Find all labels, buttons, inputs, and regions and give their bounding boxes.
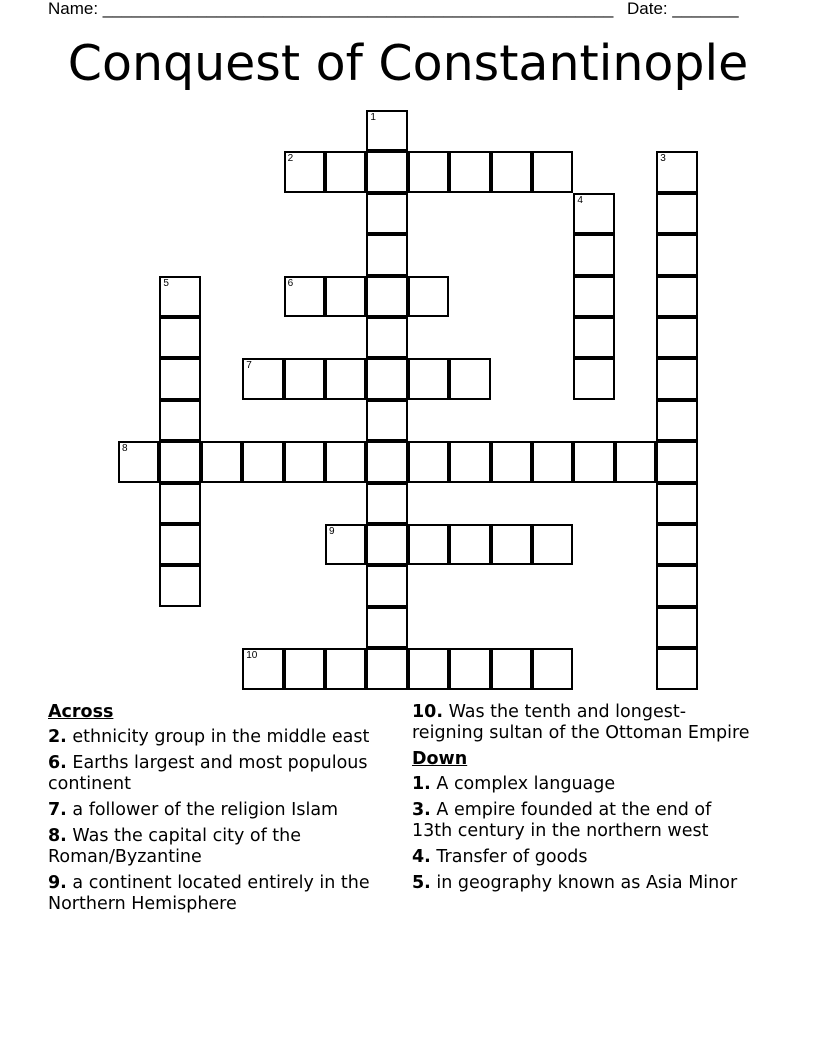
clue-number: 5. [412,873,431,893]
down-heading: Down [412,749,468,769]
clue-across-2 [48,727,393,748]
grid-cell[interactable] [325,441,366,482]
grid-cell[interactable] [366,276,407,317]
grid-cell[interactable] [408,276,449,317]
grid-cell[interactable] [408,151,449,192]
across-heading: Across [48,702,114,722]
grid-cell[interactable] [656,400,697,441]
grid-cell[interactable] [491,648,532,689]
grid-cell[interactable] [449,358,490,399]
grid-cell[interactable] [656,234,697,275]
clue-text: Earths largest and most populous continent [48,753,368,794]
grid-cell[interactable] [325,358,366,399]
clue-text: A complex language [436,774,616,794]
grid-cell[interactable] [366,234,407,275]
grid-cell[interactable] [656,483,697,524]
grid-cell[interactable] [284,648,325,689]
grid-cell[interactable] [242,358,283,399]
grid-cell[interactable] [656,648,697,689]
grid-cell[interactable] [491,524,532,565]
grid-cell[interactable] [573,234,614,275]
clue-down-4 [412,847,757,868]
grid-cell[interactable] [159,441,200,482]
grid-cell[interactable] [532,151,573,192]
grid-cell[interactable] [284,151,325,192]
grid-cell[interactable] [449,648,490,689]
clue-text: in geography known as Asia Minor [436,873,738,893]
clue-number-label: 1 [370,112,376,123]
grid-cell[interactable] [408,648,449,689]
grid-cell[interactable] [656,193,697,234]
grid-cell[interactable] [408,524,449,565]
grid-cell[interactable] [408,441,449,482]
grid-cell[interactable] [159,400,200,441]
grid-cell[interactable] [573,193,614,234]
grid-cell[interactable] [366,648,407,689]
grid-cell[interactable] [159,483,200,524]
grid-cell[interactable] [366,110,407,151]
page-title: Conquest of Constantinople [67,35,749,92]
grid-cell[interactable] [656,358,697,399]
clues-right-column [412,702,757,899]
grid-cell[interactable] [449,441,490,482]
clue-number: 9. [48,873,67,893]
grid-cell[interactable] [491,151,532,192]
grid-cell[interactable] [159,358,200,399]
grid-cell[interactable] [325,276,366,317]
grid-cell[interactable] [532,524,573,565]
clue-across-9 [48,873,393,915]
grid-cell[interactable] [573,276,614,317]
grid-cell[interactable] [656,524,697,565]
grid-cell[interactable] [656,151,697,192]
clue-number-label: 3 [660,153,666,165]
clue-down-3 [412,800,757,842]
clue-across-7 [48,800,393,821]
clue-text: Was the tenth and longest-reigning sultan of the Ottoman Empire [412,702,750,743]
grid-cell[interactable] [366,358,407,399]
name-field[interactable]: Name: ______________________________________________________ [48,0,614,18]
clue-across-6 [48,753,393,795]
grid-cell[interactable] [159,524,200,565]
grid-cell[interactable] [573,441,614,482]
clue-number: 10. [412,702,444,722]
grid-cell[interactable] [656,607,697,648]
grid-cell[interactable] [366,565,407,606]
clue-text: A empire founded at the end of 13th century in the northern west [412,800,712,841]
grid-cell[interactable] [449,151,490,192]
clue-number-label: 7 [246,360,252,372]
clue-number: 3. [412,800,431,820]
clue-text: a continent located entirely in the Northern Hemisphere [48,873,370,914]
clue-text: ethnicity group in the middle east [72,727,370,747]
clue-number: 7. [48,800,67,820]
grid-cell[interactable] [159,565,200,606]
clue-number: 4. [412,847,431,867]
clue-number: 2. [48,727,67,747]
grid-cell[interactable] [325,524,366,565]
clue-number-label: 6 [287,277,294,289]
grid-cell[interactable] [656,441,697,482]
clue-text: Transfer of goods [436,847,588,867]
grid-cell[interactable] [366,400,407,441]
clue-number-label: 5 [163,277,169,289]
grid-cell[interactable] [118,441,159,482]
grid-cell[interactable] [366,524,407,565]
grid-cell[interactable] [573,317,614,358]
grid-cell[interactable] [284,276,325,317]
grid-cell[interactable] [242,648,283,689]
clue-down-1 [412,774,757,795]
clue-text: a follower of the religion Islam [72,800,339,820]
grid-cell[interactable] [615,441,656,482]
grid-cell[interactable] [366,483,407,524]
date-field[interactable]: Date: _______ [627,0,739,18]
clue-number-label: 2 [287,153,294,165]
grid-cell[interactable] [201,441,242,482]
clue-number: 8. [48,826,67,846]
grid-cell[interactable] [449,524,490,565]
grid-cell[interactable] [159,317,200,358]
grid-cell[interactable] [366,441,407,482]
clue-across-10 [412,702,757,744]
clue-number: 6. [48,753,67,773]
grid-cell[interactable] [573,358,614,399]
grid-cell[interactable] [656,317,697,358]
grid-cell[interactable] [159,276,200,317]
clue-number-label: 4 [577,194,583,206]
grid-cell[interactable] [532,648,573,689]
clue-text: Was the capital city of the Roman/Byzantine [48,826,302,867]
grid-cell[interactable] [656,565,697,606]
grid-cell[interactable] [242,441,283,482]
grid-cell[interactable] [656,276,697,317]
grid-cell[interactable] [284,358,325,399]
clue-number-label: 10 [246,650,258,662]
clue-number-label: 9 [329,526,335,537]
grid-cell[interactable] [366,151,407,192]
grid-cell[interactable] [491,441,532,482]
clue-number: 1. [412,774,431,794]
grid-cell[interactable] [325,151,366,192]
clue-across-8 [48,826,393,868]
clue-down-5 [412,873,757,894]
grid-cell[interactable] [366,607,407,648]
grid-cell[interactable] [366,193,407,234]
clues-left-column [48,702,393,920]
grid-cell[interactable] [366,317,407,358]
grid-cell[interactable] [325,648,366,689]
grid-cell[interactable] [408,358,449,399]
grid-cell[interactable] [284,441,325,482]
clue-number-label: 8 [122,443,128,455]
grid-cell[interactable] [532,441,573,482]
